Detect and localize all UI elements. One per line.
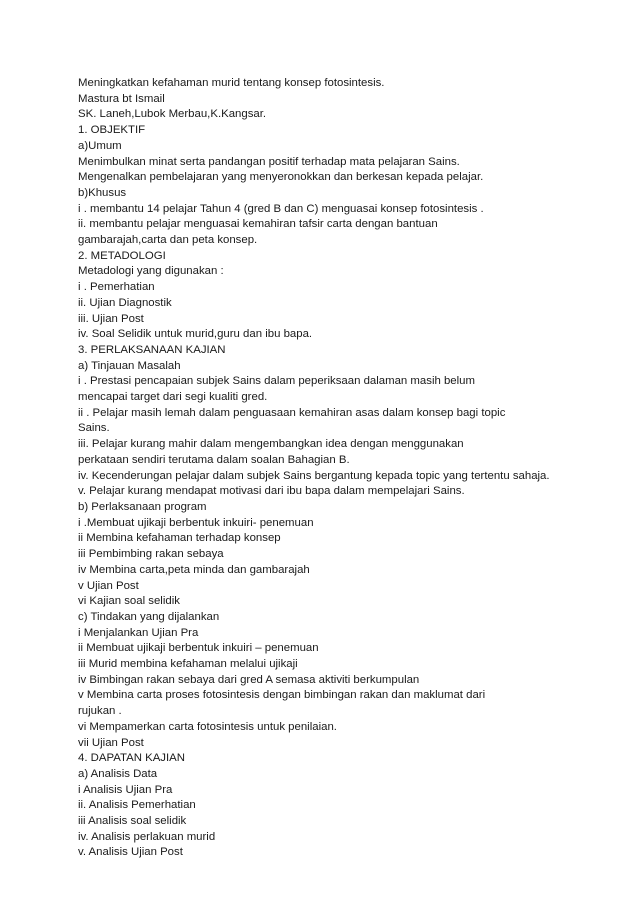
list-item: ii. membantu pelajar menguasai kemahiran tafsir carta dengan bantuan [78, 218, 438, 231]
list-item: i .Membuat ujikaji berbentuk inkuiri- penemuan [78, 516, 314, 529]
section-heading-dapatan: 4. DAPATAN KAJIAN [78, 752, 185, 765]
list-item: i Analisis Ujian Pra [78, 783, 173, 796]
section-heading-objektif: 1. OBJEKTIF [78, 124, 146, 137]
list-item: i Menjalankan Ujian Pra [78, 626, 199, 639]
subheading-tinjauan: a) Tinjauan Masalah [78, 359, 181, 372]
text-line: perkataan sendiri terutama dalam soalan Bahagian B. [78, 453, 350, 466]
text-line: Menimbulkan minat serta pandangan positif terhadap mata pelajaran Sains. [78, 155, 460, 168]
subheading-umum: a)Umum [78, 139, 122, 152]
list-item: v. Pelajar kurang mendapat motivasi dari ibu bapa dalam mempelajari Sains. [78, 485, 465, 498]
list-item: iv. Kecenderungan pelajar dalam subjek Sains bergantung kepada topic yang tertentu sahaja. [78, 469, 550, 482]
list-item: iii Analisis soal selidik [78, 815, 187, 828]
text-line: gambarajah,carta dan peta konsep. [78, 234, 258, 247]
list-item: iii Pembimbing rakan sebaya [78, 548, 224, 561]
subheading-analisis-data: a) Analisis Data [78, 767, 158, 780]
list-item: iii Murid membina kefahaman melalui ujikaji [78, 658, 298, 671]
list-item: vi Mempamerkan carta fotosintesis untuk penilaian. [78, 720, 337, 733]
list-item: i . Pemerhatian [78, 281, 155, 294]
list-item: iv. Analisis perlakuan murid [78, 830, 216, 843]
author-school: SK. Laneh,Lubok Merbau,K.Kangsar. [78, 108, 267, 121]
list-item: vii Ujian Post [78, 736, 144, 749]
subheading-perlaksanaan-program: b) Perlaksanaan program [78, 500, 207, 513]
author-name: Mastura bt Ismail [78, 92, 165, 105]
list-item: ii . Pelajar masih lemah dalam penguasaan kemahiran asas dalam konsep bagi topic [78, 406, 506, 419]
list-item: i . membantu 14 pelajar Tahun 4 (gred B dan C) menguasai konsep fotosintesis . [78, 202, 484, 215]
document-title: Meningkatkan kefahaman murid tentang konsep fotosintesis. [78, 77, 385, 89]
subheading-khusus: b)Khusus [78, 186, 127, 199]
list-item: v. Analisis Ujian Post [78, 846, 183, 859]
list-item: ii. Ujian Diagnostik [78, 296, 172, 309]
list-item: iii. Pelajar kurang mahir dalam mengembangkan idea dengan menggunakan [78, 438, 464, 451]
text-line: Metadologi yang digunakan : [78, 265, 224, 278]
list-item: ii Membuat ujikaji berbentuk inkuiri – penemuan [78, 642, 319, 655]
text-line: mencapai target dari segi kualiti gred. [78, 391, 268, 404]
list-item: i . Prestasi pencapaian subjek Sains dalam peperiksaan dalaman masih belum [78, 375, 475, 388]
list-item: v Ujian Post [78, 579, 139, 592]
list-item: vi Kajian soal selidik [78, 595, 180, 608]
list-item: iv Bimbingan rakan sebaya dari gred A semasa aktiviti berkumpulan [78, 673, 420, 686]
text-line: Sains. [78, 422, 110, 435]
list-item: ii. Analisis Pemerhatian [78, 799, 196, 812]
section-heading-perlaksanaan: 3. PERLAKSANAAN KAJIAN [78, 343, 226, 356]
subheading-tindakan: c) Tindakan yang dijalankan [78, 610, 220, 623]
list-item: iii. Ujian Post [78, 312, 144, 325]
text-line: Mengenalkan pembelajaran yang menyeronokkan dan berkesan kepada pelajar. [78, 171, 484, 184]
section-heading-metadologi: 2. METADOLOGI [78, 249, 166, 262]
document-page [78, 76, 578, 861]
list-item: iv. Soal Selidik untuk murid,guru dan ibu bapa. [78, 328, 313, 341]
list-item: v Membina carta proses fotosintesis dengan bimbingan rakan dan maklumat dari [78, 689, 486, 702]
list-item: ii Membina kefahaman terhadap konsep [78, 532, 281, 545]
list-item: iv Membina carta,peta minda dan gambarajah [78, 563, 310, 576]
text-line: rujukan . [78, 705, 122, 718]
